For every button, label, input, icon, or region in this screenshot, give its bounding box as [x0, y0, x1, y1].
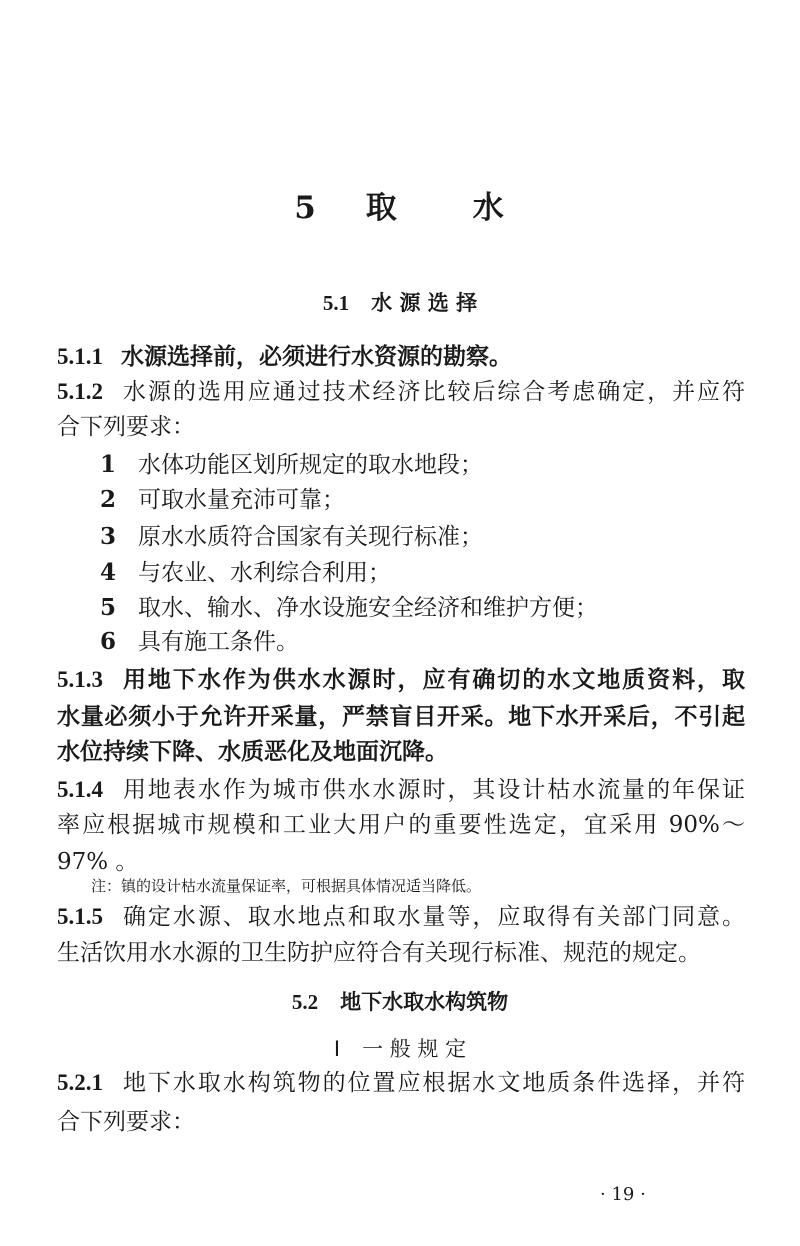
clause-number: 5.1.1 — [57, 344, 103, 369]
clause-number: 5.1.2 — [57, 379, 103, 404]
clause-text: 生活饮用水水源的卫生防护应符合有关现行标准、规范的规定。 — [57, 940, 701, 966]
subsection-number: Ⅰ — [333, 1037, 341, 1061]
clause-text: 水量必须小于允许开采量，严禁盲目开采。地下水开采后，不引起 — [57, 704, 745, 730]
item-text: 与农业、水利综合利用； — [138, 560, 392, 586]
clause-text: 合下列要求： — [57, 414, 195, 440]
item-number: 6 — [100, 628, 117, 655]
item-text: 原水水质符合国家有关现行标准； — [138, 524, 484, 550]
subsection-title: 一 般 规 定 — [362, 1037, 467, 1061]
section-number: 5.2 — [291, 990, 319, 1014]
list-item — [100, 593, 598, 623]
clause-5-1-4 — [57, 775, 745, 805]
chapter-number: 5 — [294, 190, 318, 226]
clause-text: 水源的选用应通过技术经济比较后综合考虑确定，并应符 — [121, 379, 745, 405]
chapter-title — [0, 182, 800, 227]
clause-text: 地下水取水构筑物的位置应根据水文地质条件选择，并符 — [121, 1070, 745, 1096]
list-item — [100, 558, 391, 588]
list-item — [100, 522, 483, 552]
clause-text: 水位持续下降、水质恶化及地面沉降。 — [57, 739, 448, 765]
section-title: 水 源 选 择 — [371, 291, 478, 315]
note: 注：镇的设计枯水流量保证率，可根据具体情况适当降低。 — [91, 877, 482, 895]
clause-5-1-3 — [57, 665, 745, 695]
clause-text: 水源选择前，必须进行水资源的勘察。 — [121, 344, 512, 370]
list-item — [100, 450, 483, 480]
clause-5-1-1 — [57, 342, 745, 372]
item-number: 5 — [100, 594, 117, 621]
item-text: 具有施工条件。 — [138, 629, 300, 655]
clause-text: 97% 。 — [57, 849, 139, 875]
clause-text: 用地下水作为供水水源时，应有确切的水文地质资料，取 — [121, 667, 745, 693]
clause-text: 用地表水作为城市供水水源时，其设计枯水流量的年保证 — [121, 777, 745, 803]
chapter-title-part: 水 — [472, 190, 506, 226]
item-number: 3 — [100, 523, 117, 550]
clause-5-1-2 — [57, 377, 745, 407]
item-number: 2 — [100, 486, 117, 513]
list-item — [100, 627, 299, 657]
clause-number: 5.1.3 — [57, 667, 103, 692]
item-number: 1 — [100, 451, 117, 478]
section-number: 5.1 — [322, 291, 350, 315]
clause-text: 确定水源、取水地点和取水量等，应取得有关部门同意。 — [121, 904, 745, 930]
clause-text: 合下列要求： — [57, 1109, 195, 1135]
clause-number: 5.1.5 — [57, 904, 103, 929]
subsection-heading — [0, 1033, 800, 1063]
clause-5-2-1 — [57, 1068, 745, 1098]
section-heading-5-2 — [0, 986, 800, 1016]
section-title: 地下水取水构筑物 — [340, 990, 509, 1014]
clause-text: 率应根据城市规模和工业大用户的重要性选定，宜采用 90%～ — [57, 812, 745, 838]
section-heading-5-1 — [0, 287, 800, 317]
clause-5-1-5 — [57, 902, 745, 932]
clause-number: 5.2.1 — [57, 1070, 103, 1095]
item-number: 4 — [100, 559, 117, 586]
item-text: 可取水量充沛可靠； — [138, 487, 346, 513]
item-text: 水体功能区划所规定的取水地段； — [138, 452, 484, 478]
clause-number: 5.1.4 — [57, 777, 103, 802]
chapter-title-part: 取 — [365, 190, 399, 226]
list-item — [100, 485, 345, 515]
page-number: · 19 · — [600, 1184, 646, 1205]
item-text: 取水、输水、净水设施安全经济和维护方便； — [138, 595, 599, 621]
